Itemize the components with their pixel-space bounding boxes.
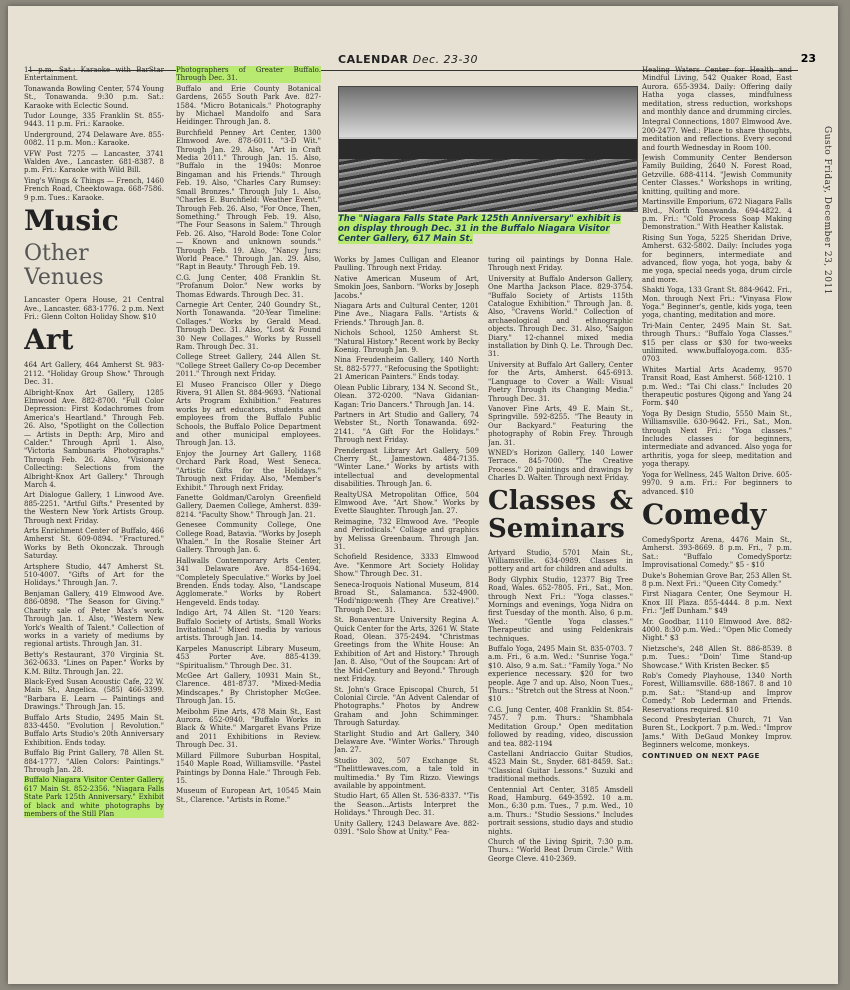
listing: Buffalo Yoga, 2495 Main St. 835-0703. 7 a.m. Fri., 6 a.m. Wed.: "Sunrise Yoga." $10. Also, 9 a.m. Sat.: "Family Yoga." No experience necessary. $20 for two people. Age 7 and up. Also, Noon Tues., Thurs.: "Stretch out the Stress at Noon." $10	[488, 645, 633, 704]
listing: Yoga for Wellness, 245 Walton Drive. 605-9970. 9 a.m. Fri.: For beginners to advanced. $10	[642, 470, 792, 496]
column-5	[642, 66, 792, 981]
listing: ComedySportz Arena, 4476 Main St., Amherst. 393-8669. 8 p.m. Fri., 7 p.m. Sat.: "Buffalo ComedySportz: Improvisational Comedy." $5 - $10	[642, 535, 792, 570]
listing: RealtyUSA Metropolitan Office, 504 Elmwood Ave. "Art Show." Works by Evette Slaughter. Through Jan. 27.	[334, 490, 479, 516]
listing: Benjaman Gallery, 419 Elmwood Ave. 886-0898. "The Season for Giving." Charity sale of Peter Max's work. Through Jan. 1. Also, "Western New York's Wealth of Talent." Collection of works in a variety of mediums by regional artists. Through Jan. 31.	[24, 589, 164, 649]
listing: Fanette Goldman/Carolyn Greenfield Gallery, Daemen College, Amherst. 839-8214. "Faculty Show." Through Jan. 21.	[176, 493, 321, 519]
listing: Prendergast Library Art Gallery, 509 Cherry St., Jamestown. 484-7135. "Winter Lane." Works by artists with intellectual and developmental disabilities. Through Jan. 6.	[334, 446, 479, 489]
other-venues-heading: Other Venues	[24, 241, 104, 291]
listing: Rising Sun Yoga, 5225 Sheridan Drive, Amherst. 632-5802. Daily: Includes yoga for beginners, intermediate and advanced, flow yoga, hot yoga, baby & me yoga, special needs yoga, drum circle and more.	[642, 233, 792, 284]
listing: Lancaster Opera House, 21 Central Ave., Lancaster. 683-1776. 2 p.m. Next Fri.: Glenn Colton Holiday Show. $10	[24, 296, 164, 321]
listing: McGee Art Gallery, 10931 Main St., Clarence. 481-8737. "Mixed-Media Mindscapes." By Christopher McGee. Through Jan. 15.	[176, 672, 321, 706]
listing: Arts Enrichment Center of Buffalo, 466 Amherst St. 609-0894. "Fractured." Works by Beth Okonczak. Through Saturday.	[24, 527, 164, 561]
listing: Nichols School, 1250 Amherst St. "Natural History." Recent work by Becky Koenig. Through Jan. 9.	[334, 329, 479, 355]
listing: Nina Freudenheim Gallery, 140 North St. 882-5777. "Refocusing the Spotlight: 21 American Painters." Ends today.	[334, 356, 479, 382]
listing: Buffalo Arts Studio, 2495 Main St. 833-4450. "Evolution | Revolution." Buffalo Arts Studio's 20th Anniversary Exhibition. Ends today.	[24, 713, 164, 747]
listing: Whites Martial Arts Academy, 9570 Transit Road, East Amherst. 568-1210. 1 p.m. Wed.: "Tai Chi class." Includes 20 therapeutic postures Qigong and Yang 24 Form. $40	[642, 365, 792, 408]
listing: 464 Art Gallery, 464 Amherst St. 983-2112. "Holiday Group Show." Through Dec. 31.	[24, 361, 164, 387]
listing: Genesee Community College, One College Road, Batavia. "Works by Joseph Whalen." In the Rosalie Steiner Art Gallery. Through Jan. 6.	[176, 521, 321, 555]
listing: Enjoy the Journey Art Gallery, 1168 Orchard Park Road, West Seneca. "Artistic Gifts for the Holidays." Through next Friday. Also, "Member's Exhibit." Through next Friday.	[176, 449, 321, 492]
listing: Carnegie Art Center, 240 Goundry St., North Tonawanda. "20-Year Timeline: Collages." Works by Gerald Mead. Through Dec. 31. Also, "Lost & Found 30 New Collages." Works by Russell Ram. Through Dec. 31.	[176, 300, 321, 351]
listing: Body Glyphix Studio, 12377 Big Tree Road, Wales. 652-7805. Fri., Sat., Mon. through Next Fri.: "Yoga classes." Mornings and evenings, Yoga Nidra on first Tuesday of the month. Also, 6 p.m. Wed.: "Gentle Yoga classes." Therapeutic and using Feldenkrais techniques.	[488, 575, 633, 643]
listing: Olean Public Library, 134 N. Second St., Olean. 372-0200. "Nava Gidanian-Kagan: Trio Dancers." Through Jan. 14.	[334, 383, 479, 409]
listing: Duke's Bohemian Grove Bar, 253 Allen St. 8 p.m. Next Fri.: "Queen City Comedy."	[642, 571, 792, 588]
highlighted-listing: Photographers of Greater Buffalo. Through Dec. 31.	[176, 66, 321, 83]
calendar-title: CALENDAR Dec. 23-30	[338, 53, 479, 66]
newspaper-page	[8, 6, 838, 984]
listing: Art Dialogue Gallery, 1 Linwood Ave. 885-2251. "Artful Gifts." Presented by the Western New York Artists Group. Through next Friday.	[24, 491, 164, 525]
listing: Starlight Studio and Art Gallery, 340 Delaware Ave. "Winter Works." Through Jan. 27.	[334, 729, 479, 755]
listing: WNED's Horizon Gallery, 140 Lower Terrace. 845-7000. "The Creative Process." 20 paintings and drawings by Charles D. Walter. Through next Friday.	[488, 448, 633, 483]
column-3	[334, 256, 479, 981]
listing: Church of the Living Spirit, 7:30 p.m. Thurs.: "World Beat Drum Circle." With George Cleve. 410-2369.	[488, 837, 633, 863]
listing: St. John's Grace Episcopal Church, 51 Colonial Circle. "An Advent Calendar of Photographs." Photos by Andrew Graham and John Schimminger. Through Saturday.	[334, 685, 479, 728]
listing: Indigo Art, 74 Allen St. "120 Years: Buffalo Society of Artists, Small Works Invitational." Mixed media by various artists. Through Jan. 14.	[176, 609, 321, 643]
side-label: Gusto Friday, December 23, 2011	[822, 126, 832, 295]
listing: Artyard Studio, 5701 Main St., Williamsville. 634-0989. Classes in pottery and art for children and adults.	[488, 548, 633, 574]
listing: University at Buffalo Art Gallery, Center for the Arts, Amherst. 645-6913. "Language to Cover a Wall: Visual Poetry Through its Changing Media." Through Dec. 31.	[488, 360, 633, 403]
listing: Underground, 274 Delaware Ave. 855-0082. 11 p.m. Mon.: Karaoke.	[24, 130, 164, 148]
listing: Schofield Residence, 3333 Elmwood Ave. "Kenmore Art Society Holiday Show." Through Dec. 31.	[334, 553, 479, 579]
listing: Jewish Community Center Benderson Family Building, 2640 N. Forest Road, Getzville. 688-4114. "Jewish Community Center Classes." Workshops in writing, knitting, quilting and more.	[642, 154, 792, 196]
listing: Reimagine, 732 Elmwood Ave. "People and Periodicals." Collage and graphics by Melissa Greenbaum. Through Jan. 31.	[334, 517, 479, 551]
photo-water	[339, 159, 637, 211]
photo-sky	[339, 87, 637, 137]
page-number: 23	[800, 52, 816, 65]
column-4	[488, 256, 633, 981]
continued-note: CONTINUED ON NEXT PAGE	[642, 751, 760, 760]
listing: Karpeles Manuscript Library Museum, 453 Porter Ave. 885-4139. "Spiritualism." Through Dec. 31.	[176, 644, 321, 670]
column-1	[24, 66, 164, 981]
listing: turing oil paintings by Donna Hale. Through next Friday.	[488, 256, 633, 273]
listing: Castellani Andriaccio Guitar Studios, 4523 Main St., Snyder. 681-8459. Sat.: "Classical Guitar Lessons." Suzuki and traditional methods.	[488, 749, 633, 784]
classes-heading: Classes & Seminars	[488, 485, 633, 544]
listing: C.G. Jung Center, 408 Franklin St. 854-7457. 7 p.m. Thurs.: "Shambhala Meditation Group." Open meditation followed by reading, video, discussion and tea. 882-1194	[488, 705, 633, 748]
listing: College Street Gallery, 244 Allen St. "College Street Gallery Co-op December 2011." Through next Friday.	[176, 353, 321, 379]
art-heading: Art	[24, 323, 74, 357]
listing: Niagara Arts and Cultural Center, 1201 Pine Ave., Niagara Falls. "Artists & Friends." Through Jan. 8.	[334, 302, 479, 327]
listing: Martinsville Emporium, 672 Niagara Falls Blvd., North Tonawanda. 694-4822. 4 p.m. Fri.: "Cold Process Soap Making Demonstration." With Heather Kalistak.	[642, 198, 792, 232]
listing: Vanover Fine Arts, 49 E. Main St., Springville. 592-8255. "The Beauty in Our Backyard." Featuring the photography of Robin Frey. Through Jan. 31.	[488, 404, 633, 447]
listing: Mr. Goodbar, 1110 Elmwood Ave. 882-4000. 8:30 p.m. Wed.: "Open Mic Comedy Night." $3	[642, 617, 792, 643]
listing: Burchfield Penney Art Center, 1300 Elmwood Ave. 878-6011. "3-D Wit." Through Jan. 29. Also, "Art in Craft Media 2011." Through Jan. 15. Also, "Buffalo in the 1940s: Monroe Bingaman and his Friends." Through Feb. 19. Also, "Charles Cary Rumsey: Small Bronzes." Through July 1. Also, "Charles E. Burchfield: Weather Event." Through Feb. 26. Also, "For Once, Then, Something." Through Feb. 19. Also, "The Four Seasons in Salem." Through Feb. 26. Also, "Harold Bode: Tone Color — Known and unknown sounds." Through Feb. 19. Also, "Nancy Jurs: World Peace." Through Jan. 29. Also, "Rapt in Beauty." Through Feb. 19.	[176, 128, 321, 272]
listing: Centennial Art Center, 3185 Amsdell Road, Hamburg. 649-3592. 10 a.m. Mon., 6:30 p.m. Tues., 7 p.m. Wed., 10 a.m. Thurs.: "Studio Sessions." Includes portrait sessions, studio days and studio nights.	[488, 785, 633, 836]
listing: University at Buffalo Anderson Gallery, One Martha Jackson Place. 829-3754. "Buffalo Society of Artists 115th Catalogue Exhibition." Through Jan. 8. Also, "Cravens World." Collection of archaeological and ethnographic objects. Through Dec. 31. Also, "Saigon Diary." 12-channel mixed media installation by Dinh Q. Le. Through Dec. 31.	[488, 274, 633, 359]
listing: 11 p.m. Sat.: Karaoke with BarStar Entertainment.	[24, 66, 164, 83]
listing: Ying's Wings & Things — French, 1460 French Road, Cheektowaga. 668-7586. 9 p.m. Tues.: Karaoke.	[24, 176, 164, 202]
comedy-heading: Comedy	[642, 497, 767, 531]
listing: Tri-Main Center, 2495 Main St. Sat. through Thurs.: "Buffalo Yoga Classes." $15 per class or $30 for two-weeks unlimited. www.buffaloyoga.com. 835-0703	[642, 321, 792, 364]
listing: Yoga By Design Studio, 5550 Main St., Williamsville. 630-9642. Fri., Sat., Mon. through Next Fri.: "Yoga classes." Includes classes for beginners, intermediate and advanced. Also yoga for arthritis, yoga for sleep, meditation and yoga therapy.	[642, 409, 792, 469]
listing: Rob's Comedy Playhouse, 1340 North Forest, Williamsville. 688-1867. 8 and 10 p.m. Sat.: "Stand-up and Improv Comedy." Rob Lederman and Friends. Reservations required. $10	[642, 672, 792, 714]
listing: Black-Eyed Susan Acoustic Cafe, 22 W. Main St., Angelica. (585) 466-3399. "Barbara E. Learn — Paintings and Drawings." Through Jan. 15.	[24, 677, 164, 712]
niagara-falls-photo	[338, 86, 638, 212]
listing: Studio Hart, 65 Allen St. 536-8337. "'Tis the Season...Artists Interpret the Holidays." Through Dec. 31.	[334, 792, 479, 818]
listing: Buffalo Big Print Gallery, 78 Allen St. 884-1777. "Allen Colors: Paintings." Through Jan. 28.	[24, 749, 164, 774]
listing: Tonawanda Bowling Center, 574 Young St., Tonawanda. 9:30 p.m. Sat.: Karaoke with Eclectic Sound.	[24, 84, 164, 110]
listing: Integral Connections, 1807 Elmwood Ave. 200-2477. Wed.: Place to share thoughts, meditation and reflections. Every second and fourth Wednesday in Room 100.	[642, 118, 792, 152]
listing: Tudor Lounge, 335 Franklin St. 855-9443. 11 p.m. Fri.: Karaoke.	[24, 112, 164, 129]
listing: El Museo Francisco Oller y Diego Rivera, 91 Allen St. 884-9693. "National Arts Program Exhibition." Features works by art educators, students and employees from the Buffalo Public Schools, the Buffalo Police Department and other municipal employees. Through Jan. 13.	[176, 380, 321, 448]
listing: Second Presbyterian Church, 71 Van Buren St., Lockport. 7 p.m. Wed.: "Improv Jams." With DeGaud Monkey Improv. Beginners welcome, monkeys.	[642, 716, 792, 750]
photo-land	[339, 139, 637, 159]
listing: Studio 302, 507 Exchange St. "Thelittlewaves.com, a tale told in multimedia." By Tim Rizzo. Viewings available by appointment.	[334, 756, 479, 790]
listing: Partners in Art Studio and Gallery, 74 Webster St., North Tonawanda. 692-2141. "A Gift For the Holidays." Through next Friday.	[334, 410, 479, 445]
listing: First Niagara Center, One Seymour H. Knox III Plaza. 855-4444. 8 p.m. Next Fri.: "Jeff Dunham." $49	[642, 590, 792, 616]
listing: Native American Museum of Art, Smokin Joes, Sanborn. "Works by Joseph Jacobs."	[334, 274, 479, 300]
listing: St. Bonaventure University Regina A. Quick Center for the Arts, 3261 W. State Road, Olean. 375-2494. "Christmas Greetings from the White House: An Exhibition of Art and History." Through Jan. 8. Also, "Out of the Soupcan: Art of the Mid-Century and Beyond." Through next Friday.	[334, 616, 479, 684]
listing: Millard Fillmore Suburban Hospital, 1540 Maple Road, Williamsville. "Pastel Paintings by Donna Hale." Through Feb. 15.	[176, 751, 321, 785]
listing: Buffalo and Erie County Botanical Gardens, 2655 South Park Ave. 827-1584. "Micro Botanicals." Photography by Michael Mandolfo and Sara Heidinger. Through Jan. 8.	[176, 84, 321, 127]
listing: Works by James Culligan and Eleanor Paulling. Through next Friday.	[334, 256, 479, 273]
listing: Museum of European Art, 10545 Main St., Clarence. "Artists in Rome."	[176, 787, 321, 804]
listing: Seneca-Iroquois National Museum, 814 Broad St., Salamanca. 532-4900. "Hodi'nigo:wenh (They Are Creative)." Through Dec. 31.	[334, 580, 479, 614]
listing: VFW Post 7275 — Lancaster, 3741 Walden Ave., Lancaster. 681-8387. 8 p.m. Fri.: Karaoke with Wild Bill.	[24, 149, 164, 175]
column-2	[176, 66, 321, 981]
listing: Unity Gallery, 1243 Delaware Ave. 882-0391. "Solo Show at Unity." Fea-	[334, 819, 479, 836]
highlighted-listing: Buffalo Niagara Visitor Center Gallery, 617 Main St. 852-2356. "Niagara Falls State Park 125th Anniversary." Exhibit of black and white photographs by members of the Still Plan	[24, 776, 164, 819]
music-heading: Music	[24, 204, 119, 238]
listing: Hallwalls Contemporary Arts Center, 341 Delaware Ave. 854-1694. "Completely Speculative." Works by Joel Brenden. Ends today. Also, "Landscape Agglomerate." Works by Robert Hengeveld. Ends today.	[176, 556, 321, 607]
listing: Betty's Restaurant, 370 Virginia St. 362-0633. "Lines on Paper." Works by K.M. Biltz. Through Jan. 22.	[24, 650, 164, 676]
listing: Artsphere Studio, 447 Amherst St. 510-4007. "Gifts of Art for the Holidays." Through Jan. 7.	[24, 562, 164, 588]
listing: Nietzsche's, 248 Allen St. 886-8539. 8 p.m. Tues.: "Doin' Time Stand-up Showcase." With Kristen Becker. $5	[642, 644, 792, 670]
listing: Albright-Knox Art Gallery, 1285 Elmwood Ave. 882-8700. "Full Color Depression: First Kodachromes from America's Heartland." Through Feb. 26. Also, "Spotlight on the Collection — Artists in Depth: Arp, Miro and Calder." Through April 1. Also, "Victoria Sambunaris Photographs." Through Feb. 26. Also, "Visionary Collecting: Selections from the Albright-Knox Art Gallery." Through March 4.	[24, 388, 164, 489]
listing: Healing Waters Center for Health and Mindful Living, 542 Quaker Road, East Aurora. 655-3934. Daily: Offering daily Hatha yoga classes, mindfulness meditation, stress reduction, workshops and monthly dance and drumming circles.	[642, 66, 792, 117]
listing: C.G. Jung Center, 408 Franklin St. "Profanum Dolor." New works by Thomas Edwards. Through Dec. 31.	[176, 273, 321, 299]
listing: Meibohm Fine Arts, 478 Main St., East Aurora. 652-0940. "Buffalo Works in Black & White." Margaret Evans Prize and 2011 Exhibitions in Review. Through Dec. 31.	[176, 707, 321, 750]
photo-caption: The "Niagara Falls State Park 125th Anniversary" exhibit is on display through Dec. 31 in the Buffalo Niagara Visitor Center Gallery, 617 Main St.	[338, 214, 621, 244]
listing: Shakti Yoga, 133 Grant St. 884-9642. Fri., Mon. through Next Fri.: "Vinyasa Flow Yoga." Beginner's, gentle, kids yoga, teen yoga, chanting, meditation and more.	[642, 286, 792, 320]
